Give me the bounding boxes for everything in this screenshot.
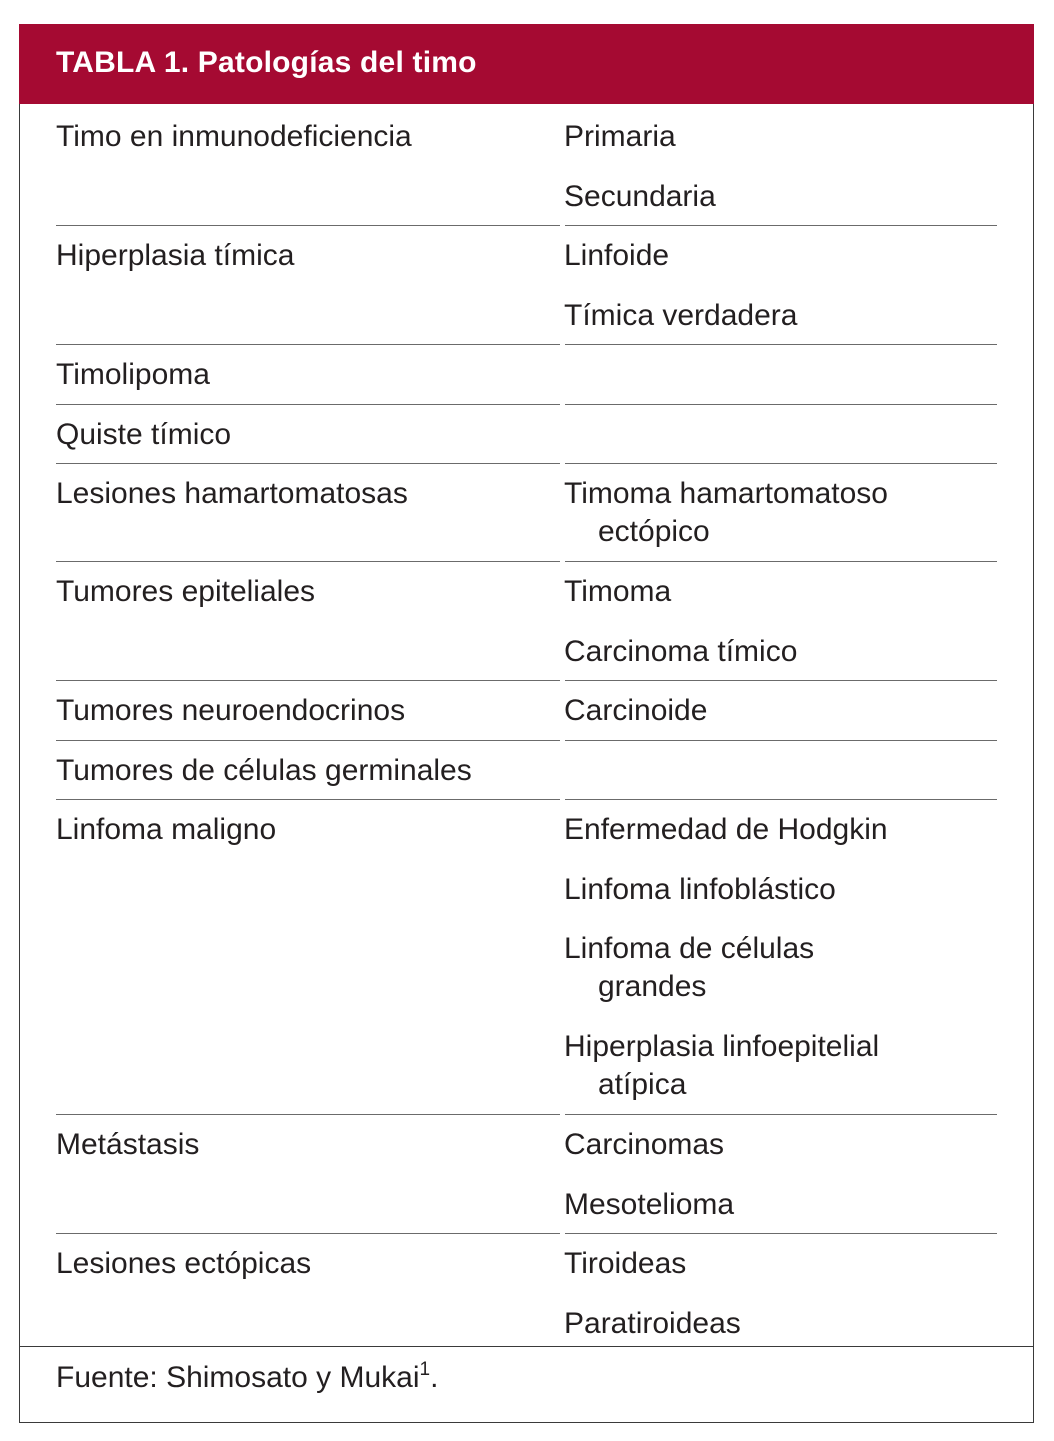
row-divider-left — [56, 740, 560, 741]
row-subtype — [564, 1028, 879, 1104]
row-subtype — [564, 1245, 686, 1283]
source-end: . — [430, 1361, 439, 1394]
row-category: Tumores epiteliales — [56, 575, 315, 608]
row-category: Linfoma maligno — [56, 813, 277, 846]
subtype-text-continuation: atípica — [598, 1068, 687, 1101]
subtype-text: Mesotelioma — [564, 1187, 735, 1221]
row-subtype — [564, 930, 814, 1006]
row-divider-left — [56, 680, 560, 681]
row-subtype — [564, 692, 707, 730]
row-subtype — [564, 573, 671, 611]
row-subtype — [564, 1186, 734, 1224]
row-divider-right — [565, 463, 997, 464]
subtype-text: Carcinoma tímico — [564, 634, 798, 668]
row-category: Lesiones hamartomatosas — [56, 477, 408, 510]
row-divider-left — [56, 225, 560, 226]
subtype-text: Linfoma linfoblástico — [564, 872, 836, 906]
subtype-text-continuation: grandes — [598, 970, 707, 1003]
row-divider-left — [56, 344, 560, 345]
row-divider-right — [565, 740, 997, 741]
row-divider-right — [565, 404, 997, 405]
subtype-text: Carcinoide — [564, 694, 708, 727]
row-divider-left — [56, 1233, 560, 1234]
source-text: Fuente: Shimosato y Mukai — [56, 1361, 420, 1394]
row-subtype — [564, 118, 676, 156]
subtype-text: Carcinomas — [564, 1128, 725, 1161]
subtype-text: Secundaria — [564, 179, 716, 213]
row-divider-right — [565, 1114, 997, 1115]
row-subtype — [564, 871, 836, 909]
row-divider-right — [565, 344, 997, 345]
row-subtype — [564, 297, 797, 335]
row-subtype — [564, 1126, 724, 1164]
row-category: Hiperplasia tímica — [56, 239, 295, 272]
row-category: Tumores neuroendocrinos — [56, 694, 406, 727]
row-category: Lesiones ectópicas — [56, 1247, 312, 1280]
row-subtype — [564, 633, 797, 671]
subtype-text-continuation: ectópico — [598, 515, 710, 548]
table-source-note — [56, 1359, 438, 1397]
row-category: Tumores de células germinales — [56, 753, 472, 787]
row-category: Timo en inmunodeficiencia — [56, 120, 412, 153]
table-header — [19, 24, 1034, 104]
subtype-text: Paratiroideas — [564, 1306, 741, 1340]
subtype-text: Hiperplasia linfoepitelial — [564, 1030, 880, 1063]
row-subtype — [564, 1305, 741, 1343]
row-category: Metástasis — [56, 1128, 200, 1161]
row-divider-left — [56, 1114, 560, 1115]
subtype-text: Linfoide — [564, 239, 670, 272]
row-category: Quiste tímico — [56, 417, 232, 451]
row-subtype — [564, 237, 669, 275]
row-divider-right — [565, 1233, 997, 1234]
row-divider-right — [565, 561, 997, 562]
row-divider-left — [56, 799, 560, 800]
subtype-text: Tímica verdadera — [564, 298, 798, 332]
row-category: Timolipoma — [56, 358, 210, 391]
row-divider-left — [56, 463, 560, 464]
subtype-text: Linfoma de células — [564, 932, 815, 965]
row-subtype — [564, 178, 716, 216]
row-divider-right — [565, 799, 997, 800]
source-reference: 1 — [419, 1359, 431, 1380]
table-title: TABLA 1. Patologías del timo — [56, 46, 477, 79]
subtype-text: Primaria — [564, 120, 676, 153]
subtype-text: Timoma hamartomatoso — [564, 477, 888, 510]
row-divider-left — [56, 561, 560, 562]
row-subtype — [564, 811, 888, 849]
subtype-text: Tiroideas — [564, 1247, 687, 1280]
row-divider-right — [565, 680, 997, 681]
row-divider-right — [565, 225, 997, 226]
row-divider-left — [56, 404, 560, 405]
subtype-text: Timoma — [564, 575, 672, 608]
row-subtype — [564, 475, 888, 551]
subtype-text: Enfermedad de Hodgkin — [564, 813, 888, 846]
footer-divider — [19, 1346, 1034, 1347]
